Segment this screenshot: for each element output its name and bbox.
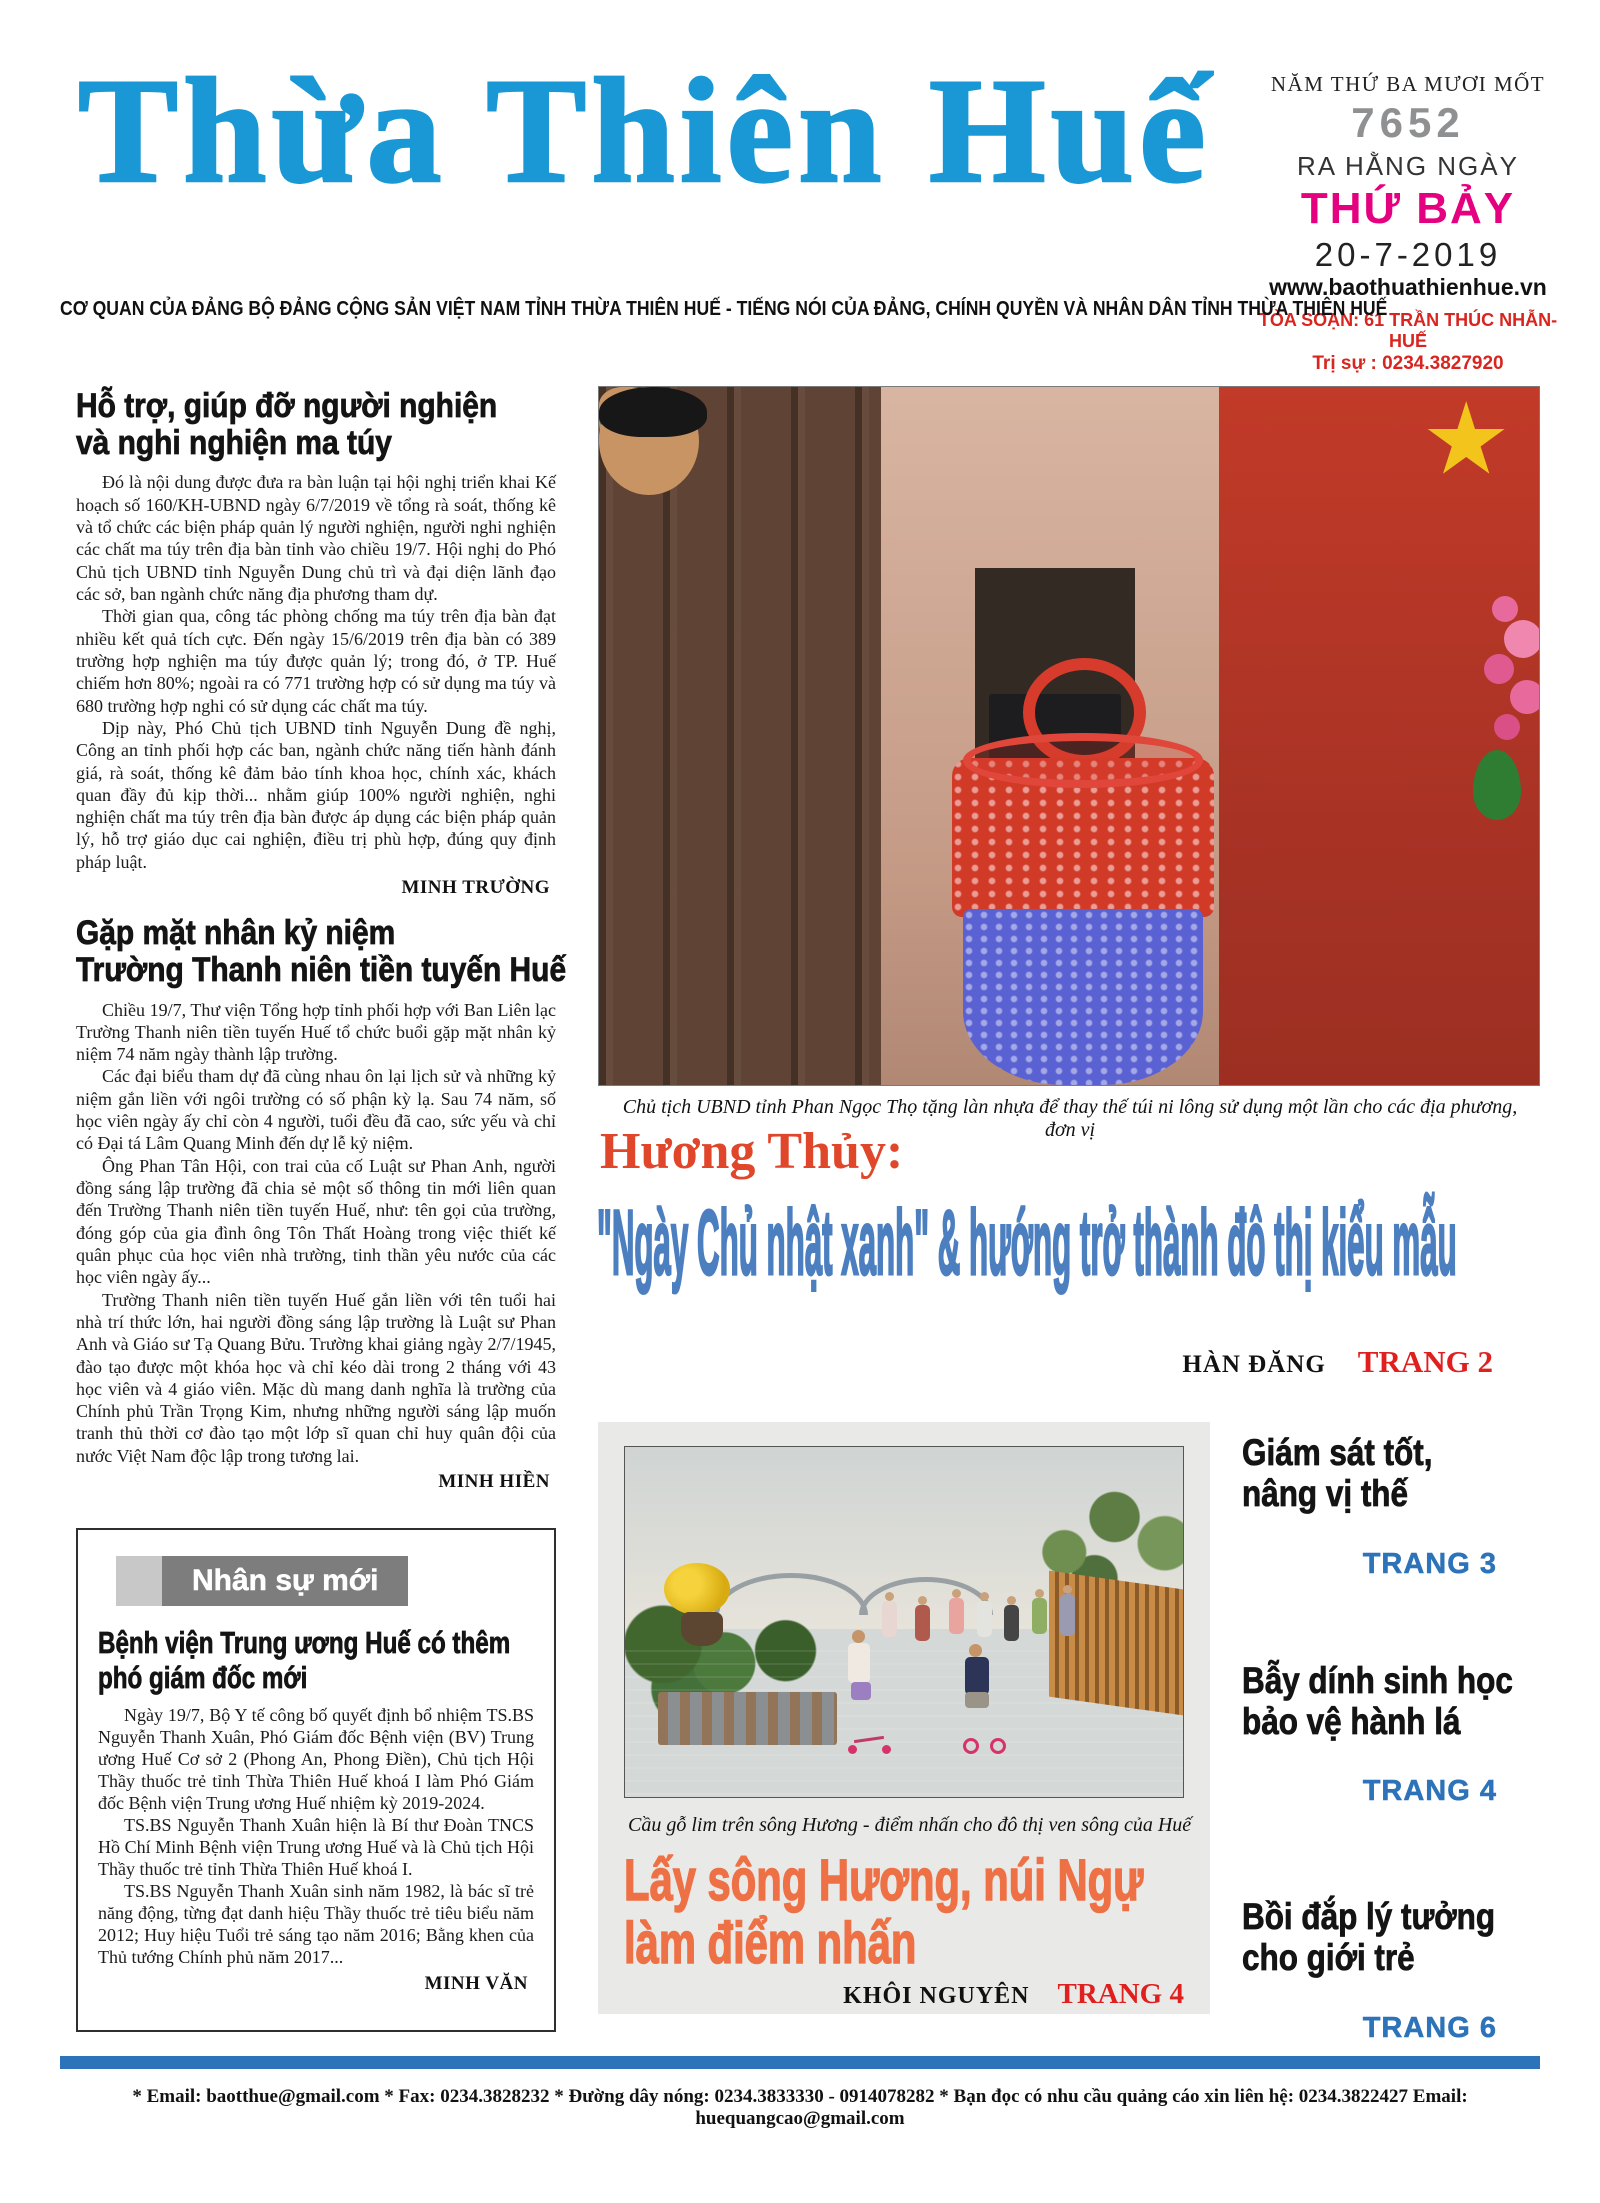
- article-byline: MINH VĂN: [424, 1972, 528, 1994]
- personnel-news-box: [76, 1528, 556, 2032]
- article-paragraph: TS.BS Nguyễn Thanh Xuân hiện là Bí thư Đoàn TNCS Hồ Chí Minh Bệnh viện Trung ương Huế và là Chủ tịch Hội Thầy thuốc trẻ tỉnh Thừa Thiên Huế khoá I.: [98, 1815, 534, 1880]
- article-paragraph: Ông Phan Tân Hội, con trai của cố Luật sư Phan Anh, người đồng sáng lập trường đã chia sẻ một số thông tin mới liên quan đến Trường Thanh niên tiền tuyến Huế, như: tên gọi của trường, đóng góp của gia đình ông Tôn Thất Hoàng trong việc thiết kế quân phục của học viên nhà trường, tinh thần yêu nước của các học viên ngày ấy...: [76, 1155, 556, 1288]
- article-paragraph: Đó là nội dung được đưa ra bàn luận tại hội nghị triển khai Kế hoạch số 160/KH-UBND ngày 6/7/2019 về tổng rà soát, thống kê và tổ chức các biện pháp quản lý người nghiện, người nghi nghiện các chất ma túy trên địa bàn tỉnh vào chiều 19/7. Hội nghị do Phó Chủ tịch UBND tỉnh Nguyễn Dung chủ trì và đại diện lãnh đạo các sở, ban ngành chức năng địa phương tham dự.: [76, 472, 556, 604]
- photo-pedestrian: [949, 1598, 964, 1634]
- photo-pedestrian: [1032, 1598, 1047, 1634]
- panel-byline: [624, 1978, 1184, 2011]
- article-paragraph: Thời gian qua, công tác phòng chống ma túy trên địa bàn đạt nhiều kết quả tích cực. Đến ngày 15/6/2019 trên địa bàn có 389 trường hợp nghiện ma túy được quản lý; trong đó, ở TP. Huế chiếm hơn 80%; ngoài ra có 771 trường hợp có sử dụng ma túy và 680 trường hợp nghi có sử dụng các chất ma túy.: [76, 606, 556, 716]
- panel-page-ref: TRANG 4: [1057, 1978, 1184, 2010]
- article-title: Hỗ trợ, giúp đỡ người nghiện và nghi nghiện ma túy: [76, 387, 498, 462]
- article-title: Gặp mặt nhân kỷ niệm Trường Thanh niên tiền tuyến Huế: [76, 914, 567, 989]
- panel-author: KHÔI NGUYÊN: [843, 1983, 1030, 2009]
- photo-yellow-flowers: [664, 1563, 730, 1615]
- masthead-tagline: CƠ QUAN CỦA ĐẢNG BỘ ĐẢNG CỘNG SẢN VIỆT NAM TỈNH THỪA THIÊN HUẾ - TIẾNG NÓI CỦA ĐẢNG, CHÍNH QUYỀN VÀ NHÂN DÂN TỈNH THỪA THIÊN HUẾ: [60, 298, 1388, 320]
- photo-child-bike: [965, 1657, 989, 1695]
- photo-pedestrian: [915, 1605, 930, 1641]
- feature-author: HÀN ĐĂNG: [1182, 1351, 1326, 1378]
- section-label-text: Nhân sự mới: [162, 1556, 408, 1606]
- river-feature-panel: [598, 1422, 1210, 2014]
- footer-divider-bar: [60, 2056, 1540, 2069]
- weekday-label: THỨ BẢY: [1300, 184, 1516, 233]
- feature-kicker: Hương Thủy:: [600, 1123, 904, 1180]
- issue-number: 7652: [1351, 99, 1465, 146]
- front-photo-basket-handover: [598, 386, 1540, 1086]
- photo-child-scooter: [848, 1643, 870, 1683]
- photo-plastic-baskets: [947, 666, 1220, 1085]
- sidebar-page-ref: TRANG 4: [1362, 1775, 1497, 1807]
- photo2-caption: Cầu gỗ lim trên sông Hương - điểm nhấn cho đô thị ven sông của Huế: [628, 1814, 1192, 1836]
- article-paragraph: Trường Thanh niên tiền tuyến Huế gắn liền với tên tuổi hai nhà trí thức lớn, hai người đồng sáng lập trường là Luật sư Phan Anh và Giáo sư Tạ Quang Bửu. Trường khai giảng ngày 2/7/1945, đào tạo được một khóa học và chỉ kéo dài trong 2 tháng với 43 học viên và 4 giáo viên. Mặc dù mang danh nghĩa là trường của Chính phủ Trần Trọng Kim, nhưng những người sáng lập muốn tranh thủ thời cơ đào tạo một lớp sĩ quan chỉ huy quân đội của nước Việt Nam độc lập trong tương lai.: [76, 1289, 556, 1466]
- feature-headline: "Ngày Chủ nhật xanh" & hướng trở thành đô thị kiểu mẫu: [597, 1192, 1457, 1294]
- newspaper-masthead: Thừa Thiên Huế: [78, 48, 1211, 214]
- photo-pedestrian: [1060, 1594, 1075, 1636]
- photo-pedestrian: [882, 1601, 897, 1637]
- photo-planter-box: [658, 1692, 837, 1745]
- article-paragraph: Chiều 19/7, Thư viện Tổng hợp tỉnh phối hợp với Ban Liên lạc Trường Thanh niên tiền tuyến Huế tổ chức buổi gặp mặt nhân kỷ niệm 74 năm ngày thành lập trường.: [76, 999, 556, 1065]
- sidebar-page-ref: TRANG 6: [1362, 2012, 1497, 2044]
- website-url: www.baothuathienhue.vn: [1269, 274, 1547, 300]
- feature-byline: [600, 1344, 1493, 1380]
- feature-page-ref: TRANG 2: [1357, 1344, 1493, 1379]
- footer-contact-line: * Email: baotthue@gmail.com * Fax: 0234.3828232 * Đường dây nóng: 0234.3833330 - 0914078282 * Bạn đọc có nhu cầu quảng cáo xin liên hệ: 0234.3822427 Email: huequangcao@gmail.com: [132, 2086, 1468, 2129]
- publication-year-line: NĂM THỨ BA MƯƠI MỐT: [1270, 72, 1546, 96]
- sidebar-item-supervision: Giám sát tốt, nâng vị thế: [1242, 1432, 1433, 1515]
- sidebar-item-youth-ideals: Bồi đắp lý tưởng cho giới trẻ: [1242, 1896, 1496, 1979]
- photo1-caption: Chủ tịch UBND tỉnh Phan Ngọc Thọ tặng làn nhựa để thay thế túi ni lông sử dụng một lần cho các địa phương, đơn vị: [622, 1096, 1518, 1141]
- frequency-line: RA HẰNG NGÀY: [1297, 151, 1519, 181]
- issue-date: 20-7-2019: [1314, 236, 1502, 273]
- photo-pedestrian: [977, 1601, 992, 1637]
- article-byline: MINH TRƯỜNG: [401, 877, 550, 899]
- sidebar-page-ref: TRANG 3: [1362, 1548, 1497, 1580]
- photo-red-banner: [1219, 387, 1539, 1085]
- article-school-anniversary: [76, 914, 567, 1493]
- left-column: [76, 387, 567, 1493]
- article-paragraph: Ngày 19/7, Bộ Y tế công bố quyết định bổ nhiệm TS.BS Nguyễn Thanh Xuân, Phó Giám đốc Bệnh viện (BV) Trung ương Huế Cơ sở 2 (Phong An, Phong Điền), Chủ tịch Hội Thầy thuốc trẻ tỉnh Thừa Thiên Huế khoá I làm Phó Giám đốc Bệnh viện Trung ương Huế nhiệm kỳ 2019-2024.: [98, 1705, 534, 1814]
- article-byline: MINH HIỀN: [438, 1471, 550, 1493]
- article-paragraph: Các đại biểu tham dự đã cùng nhau ôn lại lịch sử và những kỷ niệm gắn liền với ngôi trường có số phận kỳ lạ. Sau 74 năm, số học viên ngày ấy chỉ còn 4 người, tuổi đều đã cao, sức yếu và chỉ có Đại tá Lâm Quang Minh đến dự lễ kỷ niệm.: [76, 1066, 556, 1154]
- issue-info-box: [1242, 72, 1574, 375]
- article-drug-support: [76, 388, 556, 899]
- office-address: TÒA SOẠN: 61 TRẦN THÚC NHẪN-HUẾ: [1258, 310, 1558, 351]
- sidebar-item-bio-trap: Bẫy dính sinh học bảo vệ hành lá: [1242, 1660, 1513, 1743]
- article-paragraph: Dịp này, Phó Chủ tịch UBND tỉnh Nguyễn Dung đề nghị, Công an tỉnh phối hợp các ban, ngành chức năng tiến hành đánh giá, rà soát, thống kê đảm bảo tính khoa học, chính xác, khách quan đầy đủ kịp thời... nhằm giúp 100% người nghiện, nghi nghiện chất ma túy trên địa bàn được áp dụng các biện pháp quản lý, hỗ trợ giáo dục cai nghiện, điều trị phù hợp, đúng quy định pháp luật.: [76, 717, 556, 872]
- bridge-photo: [624, 1446, 1184, 1798]
- section-label: [116, 1556, 534, 1606]
- label-decoration: [116, 1556, 162, 1606]
- photo-pedestrian: [1004, 1605, 1019, 1641]
- article-title: Bệnh viện Trung ương Huế có thêm phó giám đốc mới: [98, 1625, 511, 1695]
- article-paragraph: TS.BS Nguyễn Thanh Xuân sinh năm 1982, là bác sĩ trẻ năng động, từng đạt danh hiệu Thầy thuốc trẻ tiêu biểu năm 2012; Huy hiệu Tuổi trẻ sáng tạo năm 2016; Bằng khen của Thủ tướng Chính phủ năm 2017...: [98, 1881, 534, 1967]
- office-phone: Trị sự : 0234.3827920: [1312, 353, 1504, 374]
- panel-headline: Lấy sông Hương, núi Ngự làm điểm nhấn: [624, 1848, 1144, 1976]
